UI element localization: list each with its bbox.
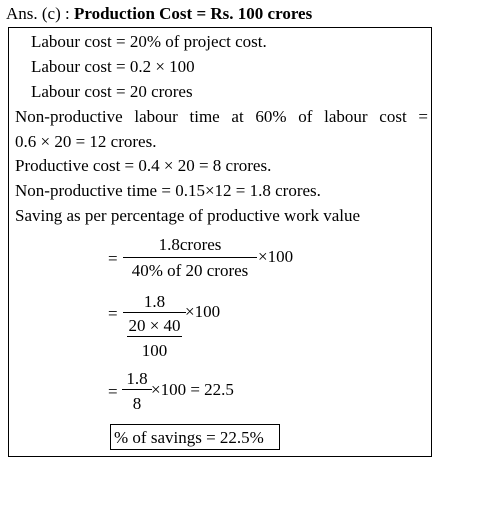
saving-percentage-line: Saving as per percentage of productive work value	[15, 206, 361, 225]
fraction-bar	[123, 312, 186, 313]
solution-box	[8, 27, 432, 457]
fraction-denominator: 40% of 20 crores	[131, 261, 249, 280]
fraction-bar	[122, 389, 152, 390]
multiplier: ×100	[185, 302, 221, 321]
answer-text: Production Cost = Rs. 100 crores	[73, 4, 313, 23]
non-productive-labour-result: 0.6 × 20 = 12 crores.	[15, 132, 157, 151]
fraction-denominator: 8	[132, 394, 142, 413]
fraction-numerator: 1.8	[126, 369, 148, 388]
fraction-bar	[123, 257, 257, 258]
inner-fraction-bar	[127, 336, 182, 337]
equals-sign: =	[108, 382, 118, 401]
answer-prefix: Ans. (c) :	[6, 4, 74, 23]
equals-sign: =	[108, 304, 118, 323]
final-result-text: % of savings = 22.5%	[114, 428, 264, 447]
non-productive-labour-line: Non-productive labour time at 60% of labour cost =	[15, 107, 428, 126]
equation-result: ×100 = 22.5	[151, 380, 234, 399]
non-productive-time-line: Non-productive time = 0.15×12 = 1.8 crores.	[15, 181, 321, 200]
labour-cost-line-3: Labour cost = 20 crores	[31, 82, 193, 101]
inner-denominator: 100	[141, 341, 168, 360]
fraction-numerator: 1.8crores	[158, 235, 222, 254]
final-result-box	[110, 424, 280, 450]
inner-numerator: 20 × 40	[128, 316, 181, 335]
productive-cost-line: Productive cost = 0.4 × 20 = 8 crores.	[15, 156, 272, 175]
multiplier: ×100	[258, 247, 294, 266]
labour-cost-line-2: Labour cost = 0.2 × 100	[31, 57, 195, 76]
equals-sign: =	[108, 249, 118, 268]
answer-heading	[6, 5, 312, 22]
labour-cost-line-1: Labour cost = 20% of project cost.	[31, 32, 267, 51]
fraction-numerator: 1.8	[143, 292, 166, 311]
